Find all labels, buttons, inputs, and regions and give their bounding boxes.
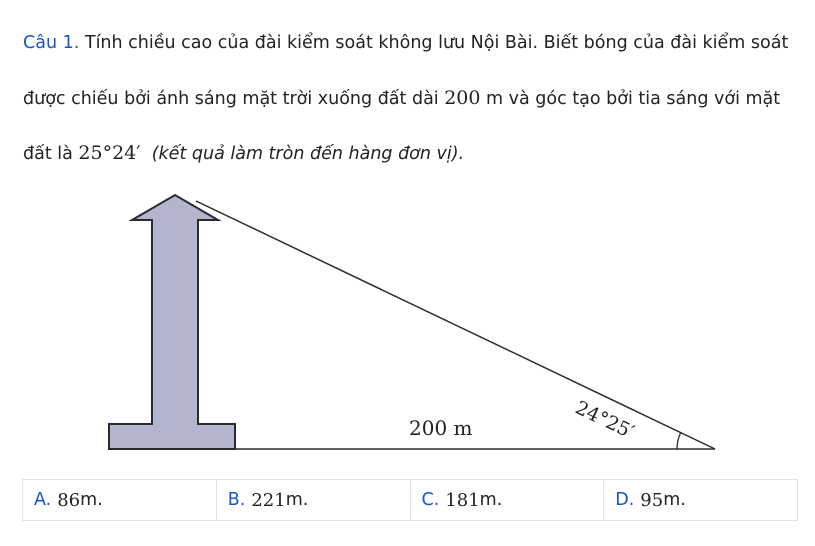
- question-label: Câu 1.: [23, 33, 80, 53]
- answer-option-c[interactable]: [411, 480, 605, 520]
- answer-value-c: 181: [445, 489, 480, 511]
- question-text-3a: đất là: [23, 144, 79, 164]
- answer-unit-c: m.: [479, 490, 503, 510]
- control-tower-shape: [109, 195, 235, 449]
- answer-value-b: 221: [251, 489, 286, 511]
- answer-unit-a: m.: [80, 490, 103, 510]
- answer-value-a: 86: [57, 489, 81, 511]
- answer-value-d: 95: [640, 489, 664, 511]
- angle-label: 24°25′: [571, 396, 638, 444]
- shadow-length-label: 200 m: [409, 416, 473, 440]
- answer-unit-d: m.: [663, 490, 686, 510]
- answer-unit-b: m.: [285, 490, 309, 510]
- question-text-2b: m và góc tạo bởi tia sáng với mặt: [480, 89, 781, 109]
- angle-arc: [677, 433, 681, 449]
- question-text-1: Tính chiều cao của đài kiểm soát không lưu Nội Bài. Biết bóng của đài kiểm soát: [84, 33, 789, 53]
- answer-key-a: A.: [34, 490, 52, 510]
- answer-option-d[interactable]: [604, 480, 797, 520]
- sun-ray-line: [196, 201, 715, 449]
- answer-key-d: D.: [615, 490, 635, 510]
- angle-value: 25°24′: [78, 142, 141, 164]
- answer-key-c: C.: [421, 490, 440, 510]
- answer-options: [22, 479, 798, 521]
- question-text-2a: được chiếu bởi ánh sáng mặt trời xuống đất dài: [23, 89, 445, 109]
- answer-key-b: B.: [227, 490, 246, 510]
- rounding-note: (kết quả làm tròn đến hàng đơn vị).: [151, 144, 465, 164]
- answer-option-b[interactable]: [217, 480, 411, 520]
- shadow-length-value: 200: [444, 87, 481, 109]
- answer-option-a[interactable]: [23, 480, 217, 520]
